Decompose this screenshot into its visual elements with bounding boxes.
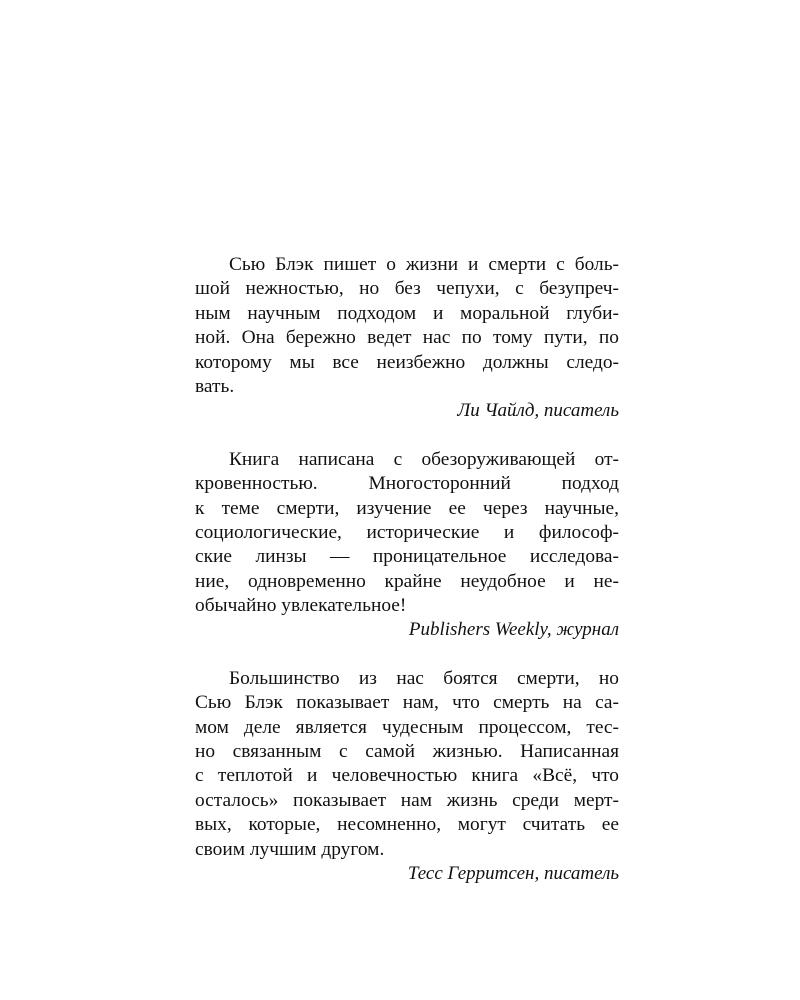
quote-line: шой нежностью, но без чепухи, с безупреч- — [195, 278, 619, 300]
quote-line: с теплотой и человечностью книга «Всё, что — [195, 765, 619, 787]
review-quotes-page — [195, 253, 619, 910]
quote-line: Сью Блэк пишет о жизни и смерти с боль- — [229, 254, 619, 275]
quote-line: обычайно увлекательное! — [195, 595, 407, 617]
quote-line: социологические, исторические и философ- — [195, 521, 619, 543]
review-blurb-publishers-weekly — [195, 448, 619, 643]
quote-line: Сью Блэк показывает нам, что смерть на са- — [195, 692, 619, 714]
quote-line: своим лучшим другом. — [195, 838, 385, 860]
review-blurb-lee-child — [195, 253, 619, 424]
quote-line: но связанным с самой жизнью. Написанная — [195, 741, 619, 763]
quote-line: Большинство из нас боятся смерти, но — [229, 667, 619, 689]
quote-line: ной. Она бережно ведет нас по тому пути, по — [195, 327, 619, 349]
quote-line: осталось» показывает нам жизнь среди мерт- — [195, 789, 619, 811]
quote-line: ным научным подходом и моральной глуби- — [195, 302, 619, 324]
review-attribution: Ли Чайлд, писатель — [457, 400, 619, 422]
quote-line: Книга написана с обезоруживающей от- — [229, 448, 619, 470]
quote-line: которому мы все неизбежно должны следо- — [195, 351, 619, 373]
review-attribution: Тесс Герритсен, писатель — [407, 862, 619, 884]
quote-line: мом деле является чудесным процессом, тес- — [195, 716, 619, 738]
review-blurb-tess-gerritsen — [195, 667, 619, 887]
quote-line: вых, которые, несомненно, могут считать ее — [195, 814, 619, 836]
quote-line: вать. — [195, 375, 235, 397]
quote-line: ские линзы — проницательное исследова- — [195, 546, 619, 568]
quote-line: к теме смерти, изучение ее через научные, — [195, 497, 619, 519]
quote-line: кровенностью. Многосторонний подход — [195, 473, 619, 495]
review-attribution: Publishers Weekly, журнал — [408, 619, 619, 641]
quote-line: ние, одновременно крайне неудобное и не- — [195, 570, 619, 592]
